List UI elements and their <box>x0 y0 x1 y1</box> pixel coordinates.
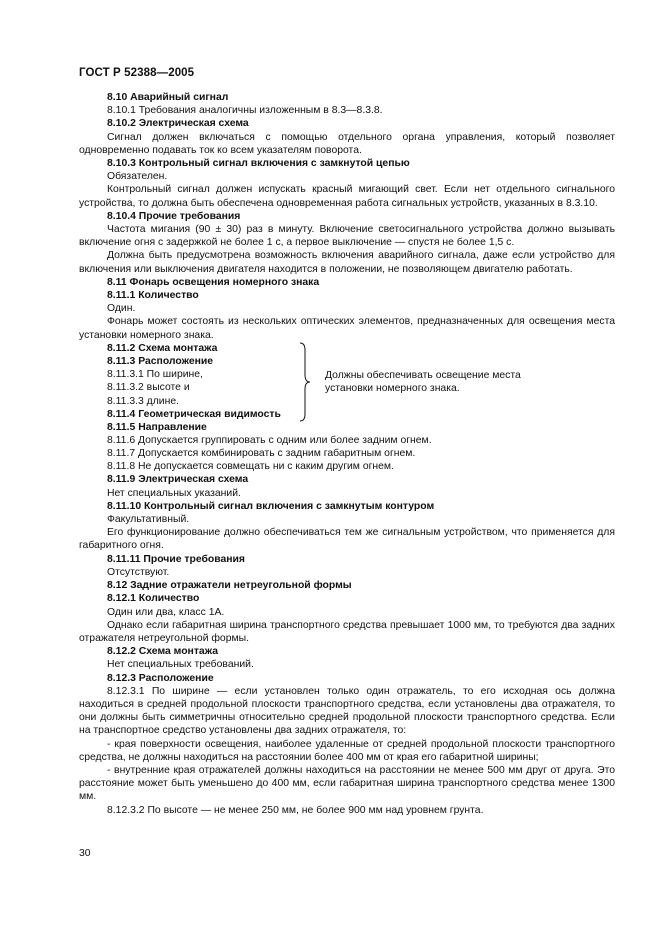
subsection-heading: 8.10.4 Прочие требования <box>107 210 241 222</box>
list-item: 8.11.3.1 По ширине, <box>107 369 203 381</box>
list-item: - края поверхности освещения, наиболее удаленные от средней продольной плоскости транспортного средства, не должны находиться на расстоянии более 400 мм от края его габаритной ширины; <box>79 738 615 763</box>
subsection-heading: 8.11.2 Схема монтажа <box>107 342 218 354</box>
subsection-heading: 8.10.3 Контрольный сигнал включения с замкнутой цепью <box>107 158 410 170</box>
section-heading: 8.10 Аварийный сигнал <box>107 92 229 103</box>
section-heading: 8.11 Фонарь освещения номерного знака <box>107 276 320 288</box>
paragraph: Отсутствуют. <box>107 566 170 578</box>
subsection-heading: 8.12.3 Расположение <box>107 672 214 684</box>
paragraph: Один. <box>107 303 136 315</box>
subsection-heading: 8.11.5 Направление <box>107 422 207 434</box>
subsection-heading: 8.11.10 Контрольный сигнал включения с замкнутым контуром <box>107 500 435 512</box>
list-item: 8.11.3.2 высоте и <box>107 382 190 394</box>
paragraph: Сигнал должен включаться с помощью отдельного органа управления, который позволяет одновременно подавать ток ко всем указателям поворота. <box>79 131 615 156</box>
subsection-heading: 8.12.1 Количество <box>107 593 200 605</box>
subsection-heading: 8.11.1 Количество <box>107 290 199 302</box>
curly-brace-icon <box>299 342 311 422</box>
section-heading: 8.12 Задние отражатели нетреугольной формы <box>107 580 352 592</box>
paragraph: 8.12.3.2 По высоте — не менее 250 мм, не более 900 мм над уровнем грунта. <box>107 804 484 816</box>
paragraph: Однако если габаритная ширина транспортного средства превышает 1000 мм, то требуются два задних отражателя нетреугольной формы. <box>79 619 615 644</box>
paragraph: 8.11.8 Не допускается совмещать ни с каким другим огнем. <box>107 461 394 473</box>
page-number: 30 <box>79 848 91 859</box>
paragraph: 8.11.7 Допускается комбинировать с задним габаритным огнем. <box>107 448 416 460</box>
bracket-note: Должны обеспечивать освещение места установки номерного знака. <box>325 369 521 395</box>
paragraph: 8.12.3.1 По ширине — если установлен только один отражатель, то его исходная ось должна находиться в средней продольной плоскости транспортного средства, если установлены два отражателя, то они должны быть симметричны относительно средней продольной плоскости транспортного средства. Если на транспортное средство установлены два задних отражателя, то: <box>79 685 615 737</box>
paragraph: 8.11.6 Допускается группировать с одним или более задним огнем. <box>107 434 432 446</box>
document-body <box>79 91 615 817</box>
paragraph: Его функционирование должно обеспечиваться тем же сигнальным устройством, что применяется для габаритного огня. <box>79 527 615 552</box>
subsection-heading: 8.11.11 Прочие требования <box>107 553 245 565</box>
subsection-heading: 8.11.9 Электрическая схема <box>107 474 249 486</box>
bracket-group <box>79 342 615 434</box>
paragraph: Контрольный сигнал должен испускать красный мигающий свет. Если нет отдельного сигнального устройства, то должна быть обеспечена одновременная работа сигнальных устройств, указанных в 8.3.10. <box>79 184 615 209</box>
paragraph: Частота мигания (90 ± 30) раз в минуту. Включение светосигнального устройства должно вызывать включение огня с задержкой не более 1 с, а первое выключение — спустя не более 1,5 с. <box>79 224 615 249</box>
subsection-heading: 8.11.4 Геометрическая видимость <box>107 408 281 420</box>
paragraph: 8.10.1 Требования аналогичны изложенным в 8.3—8.3.8. <box>107 105 383 117</box>
paragraph: Должна быть предусмотрена возможность включения аварийного сигнала, даже если устройство для включения или выключения двигателя находится в положении, не позволяющем двигателю работать. <box>79 250 615 275</box>
subsection-heading: 8.12.2 Схема монтажа <box>107 646 218 658</box>
paragraph: Фонарь может состоять из нескольких оптических элементов, предназначенных для освещения места установки номерного знака. <box>79 316 615 341</box>
paragraph: Нет специальных указаний. <box>107 487 241 499</box>
list-item: 8.11.3.3 длине. <box>107 395 180 407</box>
paragraph: Факультативный. <box>107 514 190 526</box>
paragraph: Один или два, класс 1А. <box>107 606 225 618</box>
paragraph: Обязателен. <box>107 171 168 183</box>
subsection-heading: 8.10.2 Электрическая схема <box>107 118 249 130</box>
paragraph: Нет специальных требований. <box>107 659 254 671</box>
document-header: ГОСТ Р 52388—2005 <box>79 67 195 79</box>
list-item: - внутренние края отражателей должны находиться на расстоянии не менее 500 мм друг от друга. Это расстояние может быть уменьшено до 400 мм, если габаритная ширина транспортного средства менее 1300 мм. <box>79 764 615 803</box>
subsection-heading: 8.11.3 Расположение <box>107 356 214 368</box>
